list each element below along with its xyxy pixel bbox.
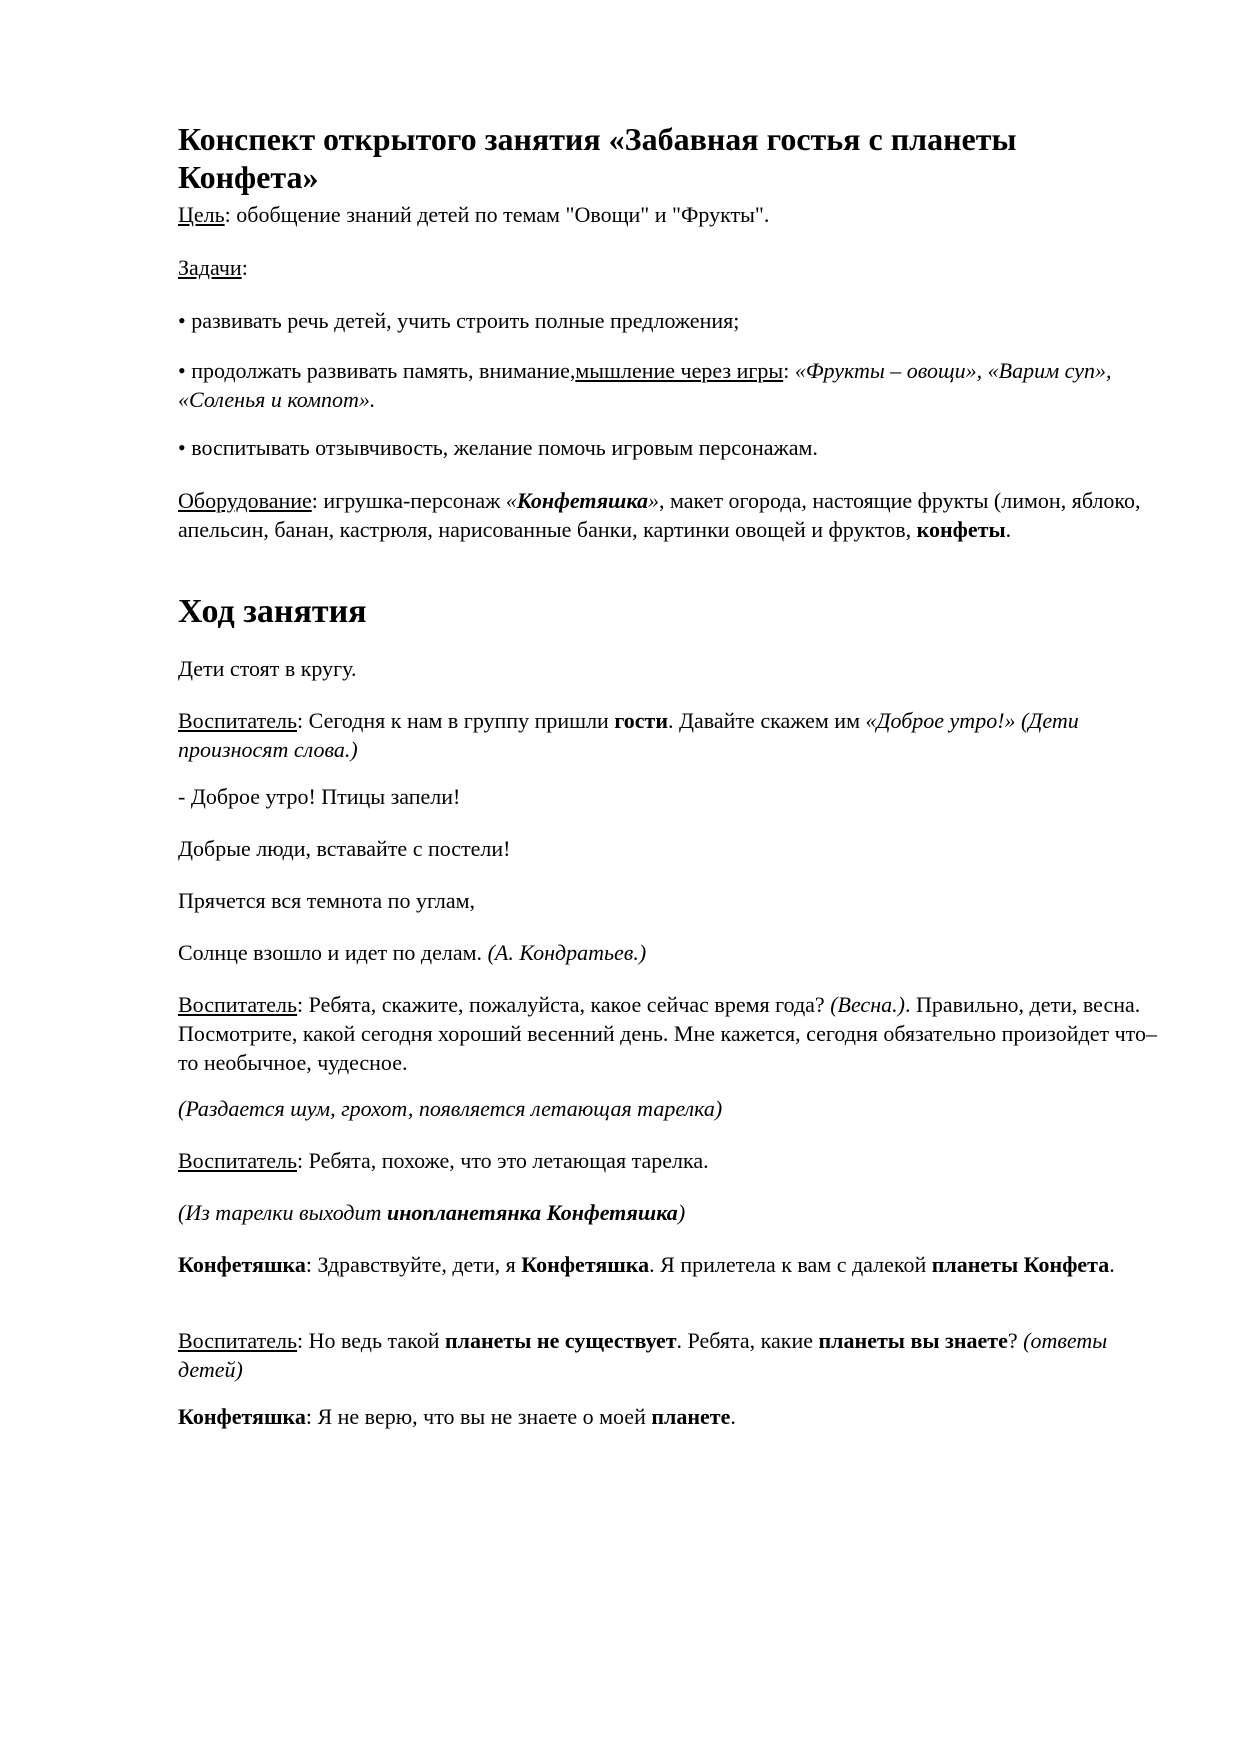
teacher-4-text-c: ?	[1007, 1328, 1024, 1353]
teacher-4-italic: (ответы детей)	[178, 1328, 1108, 1382]
teacher-label: Воспитатель	[178, 708, 298, 733]
equipment-end: .	[1005, 517, 1012, 542]
goal-paragraph	[178, 200, 1158, 229]
konf-1-text-b: . Я прилетела к вам с далекой	[649, 1252, 932, 1277]
konf-1-bold: планеты Конфета	[931, 1252, 1110, 1277]
konf-1-end: .	[1109, 1252, 1115, 1277]
teacher-label: Воспитатель	[178, 1148, 298, 1173]
teacher-2-italic: (Весна.)	[830, 992, 905, 1017]
poem-line-1: - Доброе утро! Птицы запели!	[178, 784, 461, 809]
teacher-4-bold-1: планеты не существует	[444, 1328, 677, 1353]
section-heading: Ход занятия	[178, 593, 367, 630]
teacher-4-text-a: : Но ведь такой	[297, 1328, 445, 1353]
equipment-bold: конфеты	[916, 517, 1006, 542]
teacher-3-text: : Ребята, похоже, что это летающая тарелка.	[297, 1148, 709, 1173]
poem-line-2: Добрые люди, вставайте с постели!	[178, 836, 511, 861]
exit-text-b: )	[677, 1200, 686, 1225]
konfetyashka-paragraph-2	[178, 1402, 1158, 1431]
konfetyashka-paragraph-1	[178, 1250, 1158, 1279]
equipment-quote-close: »	[648, 488, 659, 513]
poem-line-4-text: Солнце взошло и идет по делам.	[178, 940, 488, 965]
teacher-1-italic: «Доброе утро!» (Дети произносят слова.)	[178, 708, 1079, 762]
exit-bold: инопланетянка Конфетяшка	[386, 1200, 678, 1225]
exit-text-a: (Из тарелки выходит	[178, 1200, 387, 1225]
task-item-1: • развивать речь детей, учить строить полные предложения;	[178, 308, 740, 333]
equipment-quote-open: «	[505, 488, 517, 513]
task-2-link[interactable]: мышление через игры	[575, 358, 784, 383]
teacher-2-text-a: : Ребята, скажите, пожалуйста, какое сейчас время года?	[297, 992, 831, 1017]
konf-1-name: Конфетяшка	[521, 1252, 650, 1277]
teacher-2-text-b: . Правильно, дети, весна. Посмотрите, какой сегодня хороший весенний день. Мне кажется, сегодня обязательно произойдет что–то необычное, чудесное.	[178, 992, 1157, 1075]
tasks-colon: :	[241, 255, 248, 280]
document-title: Конспект открытого занятия «Забавная гостья с планеты Конфета»	[178, 121, 1017, 195]
equipment-label: Оборудование	[178, 488, 312, 513]
teacher-paragraph-1	[178, 706, 1158, 764]
tasks-label: Задачи	[178, 255, 242, 280]
teacher-1-text-a: : Сегодня к нам в группу пришли	[297, 708, 615, 733]
teacher-paragraph-3	[178, 1146, 1158, 1175]
teacher-4-text-b: . Ребята, какие	[676, 1328, 819, 1353]
goal-label: Цель	[178, 202, 225, 227]
goal-text: : обобщение знаний детей по темам "Овощи" и "Фрукты".	[224, 202, 770, 227]
task-2-games: «Фрукты – овощи», «Варим суп», «Соленья и компот».	[178, 358, 1112, 412]
speaker-label: Конфетяшка	[178, 1404, 306, 1429]
task-2-text: • продолжать развивать память, внимание,	[178, 358, 576, 383]
task-2-colon: :	[783, 358, 795, 383]
task-item-2	[178, 356, 1158, 414]
konf-2-end: .	[730, 1404, 736, 1429]
noise-paragraph: (Раздается шум, грохот, появляется летающая тарелка)	[178, 1096, 723, 1121]
poem-line-3: Прячется вся темнота по углам,	[178, 888, 476, 913]
teacher-label: Воспитатель	[178, 1328, 298, 1353]
poem-line-4	[178, 938, 1158, 967]
teacher-label: Воспитатель	[178, 992, 298, 1017]
tasks-heading	[178, 253, 1158, 282]
konf-2-text-a: : Я не верю, что вы не знаете о моей	[305, 1404, 652, 1429]
exit-paragraph	[178, 1198, 1158, 1227]
teacher-paragraph-4	[178, 1326, 1158, 1384]
equipment-text-b: , макет огорода, настоящие фрукты (лимон, яблоко, апельсин, банан, кастрюля, нарисованные банки, картинки овощей и фруктов,	[178, 488, 1141, 542]
speaker-label: Конфетяшка	[178, 1252, 306, 1277]
task-item-3: • воспитывать отзывчивость, желание помочь игровым персонажам.	[178, 435, 818, 460]
teacher-paragraph-2	[178, 990, 1158, 1077]
equipment-character-name: Конфетяшка	[516, 488, 648, 513]
poem-author: (А. Кондратьев.)	[487, 940, 647, 965]
equipment-text-a: : игрушка-персонаж	[311, 488, 506, 513]
teacher-4-bold-2: планеты вы знаете	[818, 1328, 1008, 1353]
konf-2-bold: планете	[651, 1404, 731, 1429]
teacher-1-text-b: . Давайте скажем им	[668, 708, 866, 733]
konf-1-text-a: : Здравствуйте, дети, я	[305, 1252, 522, 1277]
circle-paragraph: Дети стоят в кругу.	[178, 656, 357, 681]
teacher-1-bold: гости	[614, 708, 669, 733]
equipment-paragraph	[178, 486, 1158, 544]
